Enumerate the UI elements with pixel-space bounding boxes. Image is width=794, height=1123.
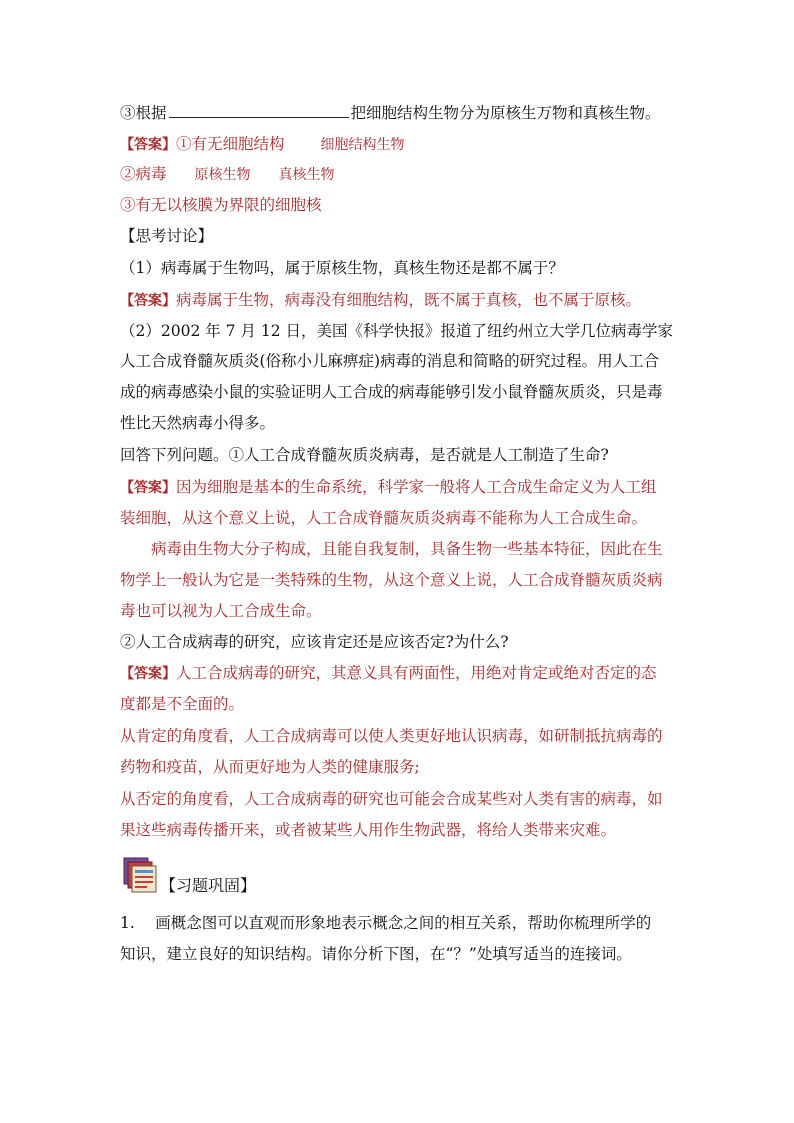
answer-text: 真核生物 (278, 167, 335, 183)
d2-line: 性比天然病毒小得多。 (120, 414, 276, 432)
exercise-line: 知识，建立良好的知识结构。请你分析下图，在“？”处填写适当的连接词。 (120, 945, 632, 963)
d2-a1-text: 因为细胞是基本的生命系统，科学家一般将人工合成生命定义为人工组 (176, 478, 657, 496)
fill-blank[interactable] (169, 101, 349, 118)
d2-line: （2）2002 年 7 月 12 日，美国《科学快报》报道了纽约州立大学几位病毒学家 (120, 322, 674, 340)
answer-text: 有无以核膜为界限的细胞核 (135, 196, 322, 214)
d2-a2-line: 从肯定的角度看，人工合成病毒可以使人类更好地认识病毒，如研制抵抗病毒的 (120, 727, 663, 745)
d1-answer-line (120, 290, 641, 311)
exercise-line: 1. 画概念图可以直观而形象地表示概念之间的相互关系，帮助你梳理所学的 (120, 914, 652, 932)
answer-line-3 (120, 195, 322, 215)
answer-num: ③ (120, 196, 136, 214)
answer-tag: 【答案】 (120, 137, 176, 153)
answer-text: 原核生物 (194, 167, 251, 183)
answer-text: 病毒 (135, 165, 167, 183)
d2-q2: ②人工合成病毒的研究，应该肯定还是应该否定?为什么? (120, 633, 509, 651)
answer-line-2 (120, 164, 335, 185)
answer-num: ② (120, 165, 136, 183)
d2-line: 成的病毒感染小鼠的实验证明人工合成的病毒能够引发小鼠脊髓灰质炎，只是毒 (120, 383, 663, 401)
answer-num: ① (176, 135, 192, 153)
answer-line-1 (120, 134, 405, 155)
d1-question: （1）病毒属于生物吗，属于原核生物，真核生物还是都不属于？ (120, 259, 564, 277)
section-title: 【习题巩固】 (160, 876, 257, 895)
d2-a2-line: 药物和疫苗，从而更好地为人类的健康服务; (120, 758, 420, 776)
d2-a2-line: 从否定的角度看，人工合成病毒的研究也可能会合成某些对人类有害的病毒，如 (120, 790, 663, 808)
answer-text: 有无细胞结构 (191, 135, 285, 153)
answer-text: 细胞结构生物 (320, 137, 405, 153)
d2-a1-line: 物学上一般认为它是一类特殊的生物，从这个意义上说，人工合成脊髓灰质炎病 (120, 571, 663, 589)
discuss-title: 【思考讨论】 (120, 227, 214, 245)
d2-a2-text: 人工合成病毒的研究，其意义具有两面性，用绝对肯定或绝对否定的态 (176, 664, 657, 682)
d2-a1-line: 毒也可以视为人工合成生命。 (120, 602, 322, 620)
d2-a2-line: 度都是不全面的。 (120, 695, 245, 713)
q3-line (120, 101, 661, 123)
d2-a1-line: 装细胞，从这个意义上说，人工合成脊髓灰质炎病毒不能称为人工合成生命。 (120, 509, 648, 527)
notebook-icon (122, 857, 158, 893)
q3-suffix: 把细胞结构生物分为原核生万物和真核生物。 (350, 104, 661, 122)
answer-tag: 【答案】 (120, 480, 176, 496)
answer-tag: 【答案】 (120, 666, 176, 682)
d2-a1-line (120, 477, 657, 498)
d2-a2-line: 果这些病毒传播开来，或者被某些人用作生物武器，将给人类带来灾难。 (120, 821, 617, 839)
answer-tag: 【答案】 (120, 293, 176, 309)
d1-answer: 病毒属于生物，病毒没有细胞结构，既不属于真核，也不属于原核。 (176, 291, 642, 309)
d2-a2-line (120, 663, 657, 684)
q3-prefix: ③根据 (120, 104, 167, 122)
d2-q1: 回答下列问题。①人工合成脊髓灰质炎病毒，是否就是人工制造了生命? (120, 446, 609, 464)
d2-a1-line: 病毒由生物大分子构成，且能自我复制，具备生物一些基本特征，因此在生 (151, 540, 663, 558)
d2-line: 人工合成脊髓灰质炎(俗称小儿麻痹症)病毒的消息和简略的研究过程。用人工合 (120, 352, 660, 370)
